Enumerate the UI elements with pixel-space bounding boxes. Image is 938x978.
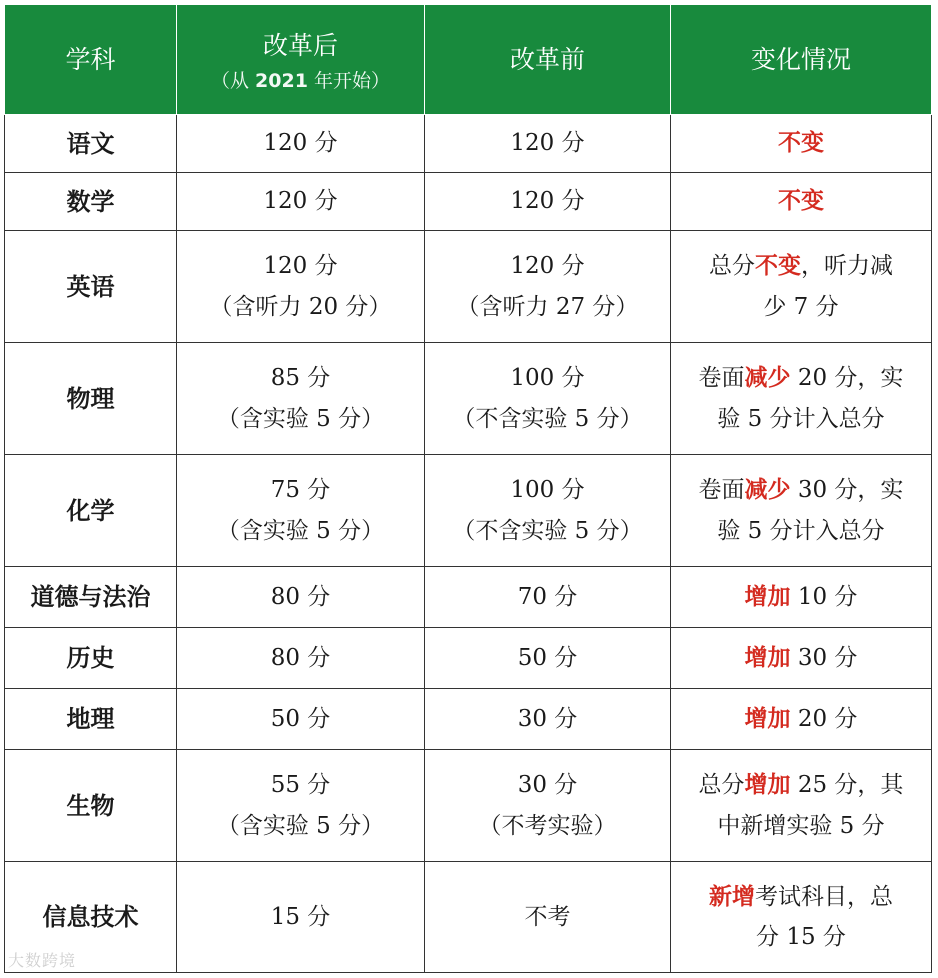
after-line: 80 分 [270, 644, 331, 671]
before-reform-cell [425, 628, 671, 689]
change-text: 考试科目，总 [755, 883, 893, 910]
change-line [677, 123, 925, 163]
table-row [5, 455, 932, 567]
change-text: 20 分 [790, 705, 858, 732]
note-year: 2021 [255, 70, 308, 93]
after-reform-cell [177, 750, 425, 862]
before-line: 50 分 [517, 644, 578, 671]
before-line: （含听力 27 分） [456, 293, 639, 320]
before-line: 120 分 [510, 188, 585, 215]
after-line: （含实验 5 分） [216, 405, 385, 432]
header-change: 变化情况 [671, 5, 932, 115]
table-body [5, 115, 932, 973]
change-text: 总分 [698, 772, 745, 799]
change-cell [671, 231, 932, 343]
change-text: 分 15 分 [756, 924, 846, 950]
change-highlight: 不变 [778, 130, 824, 157]
header-subject: 学科 [5, 5, 177, 115]
table-row [5, 173, 932, 231]
note-close: 年开始） [307, 70, 390, 93]
subject-cell: 物理 [5, 343, 177, 455]
after-line: （含实验 5 分） [216, 812, 385, 839]
change-highlight: 减少 [744, 477, 791, 504]
subject-cell: 地理 [5, 689, 177, 750]
change-text: 25 分，其 [790, 772, 904, 799]
change-cell [671, 567, 932, 628]
subject-cell: 化学 [5, 455, 177, 567]
change-line [677, 511, 925, 551]
after-line: 120 分 [263, 188, 338, 215]
after-reform-cell [177, 862, 425, 973]
header-after-note [183, 68, 418, 95]
after-line: 75 分 [270, 477, 331, 504]
change-cell [671, 689, 932, 750]
change-text: 少 7 分 [763, 293, 839, 320]
before-reform-cell [425, 231, 671, 343]
after-line: （含实验 5 分） [216, 517, 385, 544]
after-reform-cell [177, 567, 425, 628]
before-line: 120 分 [510, 253, 585, 280]
before-reform-cell [425, 567, 671, 628]
before-line: 100 分 [510, 365, 585, 392]
change-line [677, 287, 925, 327]
change-line [677, 470, 925, 510]
change-line [677, 181, 925, 221]
header-after-title: 改革后 [262, 31, 338, 61]
change-text: ，听力减 [801, 253, 893, 280]
table-row [5, 689, 932, 750]
table-row [5, 231, 932, 343]
after-reform-cell [177, 343, 425, 455]
change-highlight: 增加 [744, 583, 791, 610]
subject-cell: 信息技术 [5, 862, 177, 973]
after-reform-cell [177, 689, 425, 750]
change-highlight: 减少 [744, 365, 791, 392]
change-highlight: 增加 [744, 644, 791, 671]
after-line: 15 分 [270, 903, 331, 930]
table-row [5, 628, 932, 689]
before-reform-cell [425, 862, 671, 973]
after-line: 80 分 [270, 583, 331, 610]
change-highlight: 增加 [744, 705, 791, 732]
change-text: 验 5 分计入总分 [717, 517, 885, 544]
change-line [677, 638, 925, 678]
change-text: 验 5 分计入总分 [717, 405, 885, 432]
change-text: 10 分 [790, 583, 858, 610]
change-cell [671, 862, 932, 973]
change-text: 卷面 [698, 365, 745, 392]
change-highlight: 增加 [744, 772, 791, 799]
subject-cell: 语文 [5, 115, 177, 173]
change-cell [671, 343, 932, 455]
subject-cell: 历史 [5, 628, 177, 689]
change-line [677, 246, 925, 286]
table-row [5, 115, 932, 173]
before-line: 70 分 [517, 583, 578, 610]
before-line: （不含实验 5 分） [452, 405, 643, 432]
after-reform-cell [177, 628, 425, 689]
before-reform-cell [425, 173, 671, 231]
table-row [5, 567, 932, 628]
change-line [677, 765, 925, 805]
subject-cell: 生物 [5, 750, 177, 862]
watermark-logo: 大数跨境 [8, 951, 77, 970]
header-after-reform [177, 5, 425, 115]
change-text: 中新增实验 5 分 [717, 812, 885, 839]
before-line: 120 分 [510, 130, 585, 157]
score-comparison-table [4, 4, 932, 973]
after-line: 50 分 [270, 705, 331, 732]
change-highlight: 新增 [709, 883, 755, 910]
change-text: 卷面 [698, 477, 745, 504]
change-highlight: 不变 [755, 253, 801, 280]
before-line: 30 分 [517, 772, 578, 799]
change-text: 30 分，实 [790, 477, 904, 504]
change-line [677, 358, 925, 398]
subject-cell: 英语 [5, 231, 177, 343]
change-text: 30 分 [790, 644, 858, 671]
before-reform-cell [425, 689, 671, 750]
header-before-reform: 改革前 [425, 5, 671, 115]
change-text: 20 分，实 [790, 365, 904, 392]
change-cell [671, 173, 932, 231]
subject-cell: 道德与法治 [5, 567, 177, 628]
before-line: （不考实验） [478, 812, 617, 839]
change-line [677, 699, 925, 739]
before-line: 30 分 [517, 705, 578, 732]
change-line [677, 877, 925, 917]
change-line [677, 577, 925, 617]
before-reform-cell [425, 455, 671, 567]
change-cell [671, 455, 932, 567]
after-line: 55 分 [270, 772, 331, 799]
after-reform-cell [177, 173, 425, 231]
table-row [5, 343, 932, 455]
before-line: 100 分 [510, 477, 585, 504]
table-header-row [5, 5, 932, 115]
before-line: （不含实验 5 分） [452, 517, 643, 544]
after-reform-cell [177, 231, 425, 343]
change-highlight: 不变 [778, 188, 824, 215]
after-line: 120 分 [263, 130, 338, 157]
change-line [677, 917, 925, 957]
subject-cell: 数学 [5, 173, 177, 231]
before-reform-cell [425, 343, 671, 455]
score-table-container [4, 4, 932, 973]
before-line: 不考 [524, 903, 571, 930]
after-line: 120 分 [263, 253, 338, 280]
after-reform-cell [177, 455, 425, 567]
before-reform-cell [425, 115, 671, 173]
change-cell [671, 750, 932, 862]
change-cell [671, 115, 932, 173]
after-line: （含听力 20 分） [209, 293, 392, 320]
change-cell [671, 628, 932, 689]
change-line [677, 399, 925, 439]
after-reform-cell [177, 115, 425, 173]
note-open: （从 [211, 70, 256, 93]
table-row [5, 862, 932, 973]
table-row [5, 750, 932, 862]
before-reform-cell [425, 750, 671, 862]
change-text: 总分 [709, 253, 755, 280]
change-line [677, 806, 925, 846]
after-line: 85 分 [270, 365, 331, 392]
